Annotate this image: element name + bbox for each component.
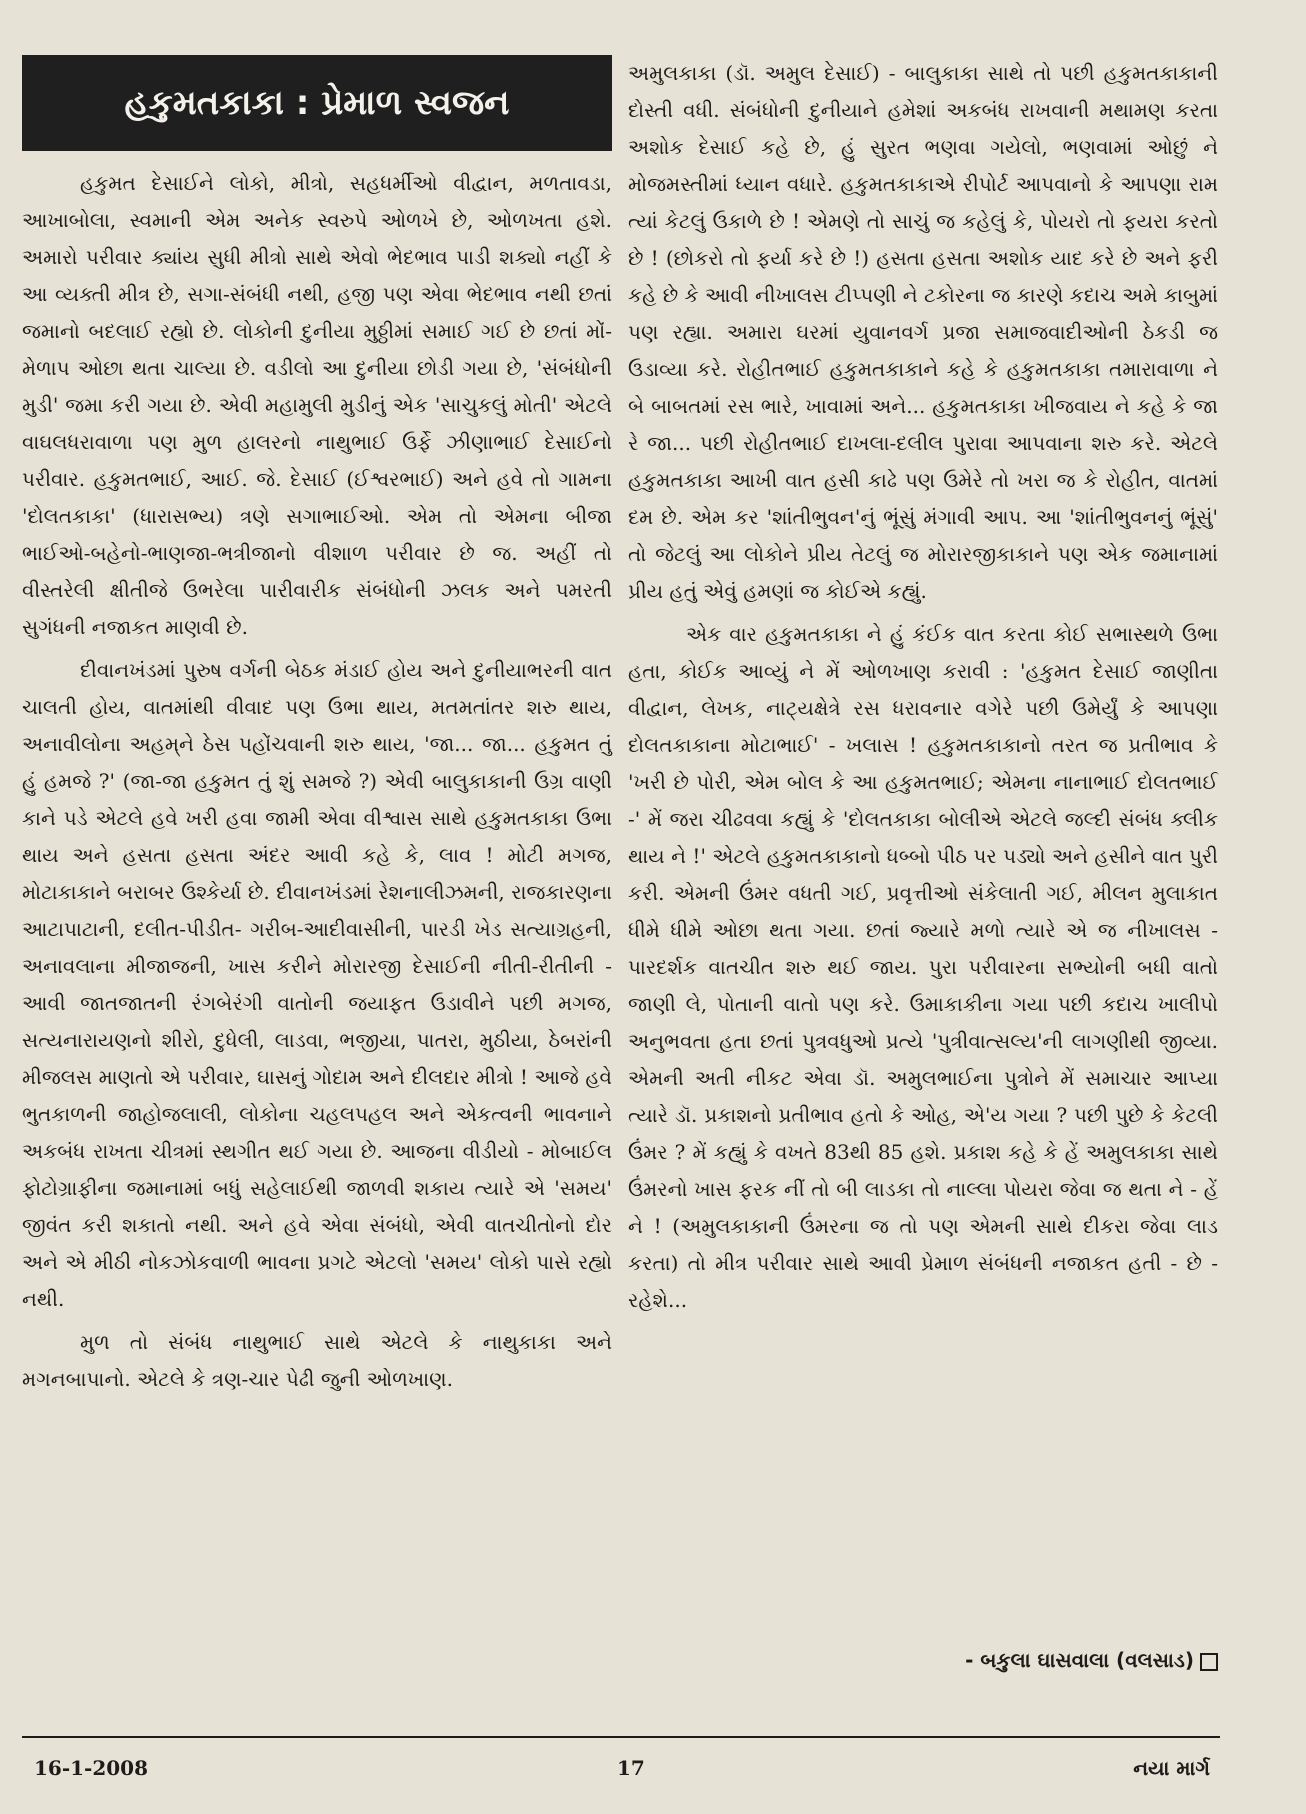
paragraph: દીવાનખંડમાં પુરુષ વર્ગની બેઠક મંડાઈ હોય અને દુનીયાભરની વાત ચાલતી હોય, વાતમાંથી વીવાદ પણ ઉભા થાય, મતમતાંતર શરુ થાય, અનાવીલોના અહમ્‌ને ઠેસ પહોંચવાની શરુ થાય, 'જા... જા... હકુમત તું હું હમજે ?' (જા-જા હકુમત તું શું સમજે ?) એવી બાલુકાકાની ઉગ્ર વાણી કાને પડે એટલે હવે ખરી હવા જામી એવા વીશ્વાસ સાથે હકુમતકાકા ઉભા થાય અને હસતા હસતા અંદર આવી કહે કે, લાવ ! મોટી મગજ, મોટાકાકાને બરાબર ઉશ્કેર્યા છે. દીવાનખંડમાં રેશનાલીઝમની, રાજકારણના આટાપાટાની, દલીત-પીડીત- ગરીબ-આદીવાસીની, પારડી ખેડ સત્યાગ્રહની, અનાવલાના મીજાજની, ખાસ કરીને મોરારજી દેસાઈની નીતી-રીતીની - આવી જાતજાતની રંગબેરંગી વાતોની જયાફત ઉડાવીને પછી મગજ, સત્યનારાયણનો શીરો, દુધેલી, લાડવા, ભજીયા, પાતરા, મુઠીયા, ઠેબરાંની મીજલસ માણતો એ પરીવાર, ઘાસનું ગોદામ અને દીલદાર મીત્રો ! આજે હવે ભુતકાળની જાહોજલાલી, લોકોના ચહલપહલ અને એકત્વની ભાવનાને અકબંધ રાખતા ચીત્રમાં સ્થગીત થઈ ગયા છે. આજના વીડીયો - મોબાઈલ ફોટોગ્રાફીના જમાનામાં બધું સહેલાઈથી જાળવી શકાય ત્યારે એ 'સમય' જીવંત કરી શકાતો નથી. અને હવે એવા સંબંધો, એવી વાતચીતોનો દોર અને એ મીઠી નોકઝોકવાળી ભાવના પ્રગટે એટલો 'સમય' લોકો પાસે રહ્યો નથી. [22,658,612,1311]
page-number: 17 [617,1756,645,1780]
issue-date: 16-1-2008 [34,1756,149,1780]
author-byline [628,1648,1218,1672]
paragraph: એક વાર હકુમતકાકા ને હું કંઈક વાત કરતા કોઈ સભાસ્થળે ઉભા હતા, કોઈક આવ્યું ને મેં ઓળખાણ કરાવી : 'હકુમત દેસાઈ જાણીતા વીદ્વાન, લેખક, નાટ્યક્ષેત્રે રસ ધરાવનાર વગેરે પછી ઉમેર્યું કે આપણા દોલતકાકાના મોટાભાઈ' - ખલાસ ! હકુમતકાકાનો તરત જ પ્રતીભાવ કે 'ખરી છે પોરી, એમ બોલ કે આ હકુમતભાઈ; એમના નાનાભાઈ દોલતભાઈ -' મેં જરા ચીઢવવા કહ્યું કે 'દોલતકાકા બોલીએ એટલે જલ્દી સંબંધ ક્લીક થાય ને !' એટલે હકુમતકાકાનો ધબ્બો પીઠ પર પડ્યો અને હસીને વાત પુરી કરી. એમની ઉંમર વધતી ગઈ, પ્રવૃત્તીઓ સંકેલાતી ગઈ, મીલન મુલાકાત ધીમે ધીમે ઓછા થતા ગયા. છતાં જ્યારે મળો ત્યારે એ જ નીખાલસ - પારદર્શક વાતચીત શરુ થઈ જાય. પુરા પરીવારના સભ્યોની બધી વાતો જાણી લે, પોતાની વાતો પણ કરે. ઉમાકાકીના ગયા પછી કદાચ ખાલીપો અનુભવતા હતા છતાં પુત્રવધુઓ પ્રત્યે 'પુત્રીવાત્સલ્ય'ની લાગણીથી જીવ્યા. એમની અતી નીકટ એવા ડૉ. અમુલભાઈના પુત્રોને મેં સમાચાર આપ્યા ત્યારે ડૉ. પ્રકાશનો પ્રતીભાવ હતો કે ઓહ, એ'ય ગયા ? પછી પુછે કે કેટલી ઉંમર ? મેં કહ્યું કે વખતે 83થી 85 હશે. પ્રકાશ કહે કે હેં અમુલકાકા સાથે ઉંમરનો ખાસ ફરક નીં તો બી લાડકા તો નાલ્લા પોયરા જેવા જ થતા ને - હેં ને ! (અમુલકાકાની ઉંમરના જ તો પણ એમની સાથે દીકરા જેવા લાડ કરતા) તો મીત્ર પરીવાર સાથે આવી પ્રેમાળ સંબંધની નજાકત હતી - છે - રહેશે... [628,622,1218,1312]
end-mark-icon [1200,1653,1218,1671]
author-name: - બકુલા ઘાસવાલા (વલસાડ) [965,1648,1194,1672]
paragraph: મુળ તો સંબંધ નાથુભાઈ સાથે એટલે કે નાથુકાકા અને મગનબાપાનો. એટલે કે ત્રણ-ચાર પેઢી જુની ઓળખાણ. [22,1330,612,1391]
left-column [22,55,612,1404]
article-title: હકુમતકાકા : પ્રેમાળ સ્વજન [22,55,612,151]
right-column [628,55,1218,1325]
paragraph: હકુમત દેસાઈને લોકો, મીત્રો, સહધર્મીઓ વીદ્વાન, મળતાવડા, આખાબોલા, સ્વમાની એમ અનેક સ્વરુપે ઓળખે છે, ઓળખતા હશે. અમારો પરીવાર ક્યાંય સુધી મીત્રો સાથે એવો ભેદભાવ પાડી શક્યો નહીં કે આ વ્યક્તી મીત્ર છે, સગા-સંબંધી નથી, હજી પણ એવા ભેદભાવ નથી છતાં જમાનો બદલાઈ રહ્યો છે. લોકોની દુનીયા મુઠ્ઠીમાં સમાઈ ગઈ છે છતાં મોં-મેળાપ ઓછા થતા ચાલ્યા છે. વડીલો આ દુનીયા છોડી ગયા છે, 'સંબંધોની મુડી' જમા કરી ગયા છે. એવી મહામુલી મુડીનું એક 'સાચુકલું મોતી' એટલે વાઘલધરાવાળા પણ મુળ હાલરનો નાથુભાઈ ઉર્ફે ઝીણાભાઈ દેસાઈનો પરીવાર. હકુમતભાઈ, આઈ. જે. દેસાઈ (ઈશ્વરભાઈ) અને હવે તો ગામના 'દોલતકાકા' (ધારાસભ્ય) ત્રણે સગાભાઈઓ. એમ તો એમના બીજા ભાઈઓ-બહેનો-ભાણજા-ભત્રીજાનો વીશાળ પરીવાર છે જ. અહીં તો વીસ્તરેલી ક્ષીતીજે ઉભરેલા પારીવારીક સંબંધોની ઝલક અને પમરતી સુગંધની નજાકત માણવી છે. [22,171,612,639]
paragraph: અમુલકાકા (ડૉ. અમુલ દેસાઈ) - બાલુકાકા સાથે તો પછી હકુમતકાકાની દોસ્તી વધી. સંબંધોની દુનીયાને હમેશાં અકબંધ રાખવાની મથામણ કરતા અશોક દેસાઈ કહે છે, હું સુરત ભણવા ગયેલો, ભણવામાં ઓછું ને મોજમસ્તીમાં ધ્યાન વધારે. હકુમતકાકાએ રીપોર્ટ આપવાનો કે આપણા રામ ત્યાં કેટલું ઉકાળે છે ! એમણે તો સાચું જ કહેલું કે, પોયરો તો ફયરા કરતો છે ! (છોકરો તો ફર્યા કરે છે !) હસતા હસતા અશોક યાદ કરે છે અને ફરી કહે છે કે આવી નીખાલસ ટીપ્પણી ને ટકોરના જ કારણે કદાચ અમે કાબુમાં પણ રહ્યા. અમારા ઘરમાં યુવાનવર્ગ પ્રજા સમાજવાદીઓની ઠેકડી જ ઉડાવ્યા કરે. રોહીતભાઈ હકુમતકાકાને કહે કે હકુમતકાકા તમારાવાળા ને બે બાબતમાં રસ ભારે, ખાવામાં અને... હકુમતકાકા ખીજવાય ને કહે કે જા રે જા... પછી રોહીતભાઈ દાખલા-દલીલ પુરાવા આપવાના શરુ કરે. એટલે હકુમતકાકા આખી વાત હસી કાઢે પણ ઉમેરે તો ખરા જ કે રોહીત, વાતમાં દમ છે. એમ કર 'શાંતીભુવન'નું ભૂંસું મંગાવી આપ. આ 'શાંતીભુવનનું ભૂંસું' તો જેટલું આ લોકોને પ્રીય તેટલું જ મોરારજીકાકાને પણ એક જમાનામાં પ્રીય હતું એવું હમણાં જ કોઈએ કહ્યું. [628,61,1218,603]
footer-divider [22,1736,1220,1738]
magazine-name: નયા માર્ગ [1133,1756,1210,1780]
